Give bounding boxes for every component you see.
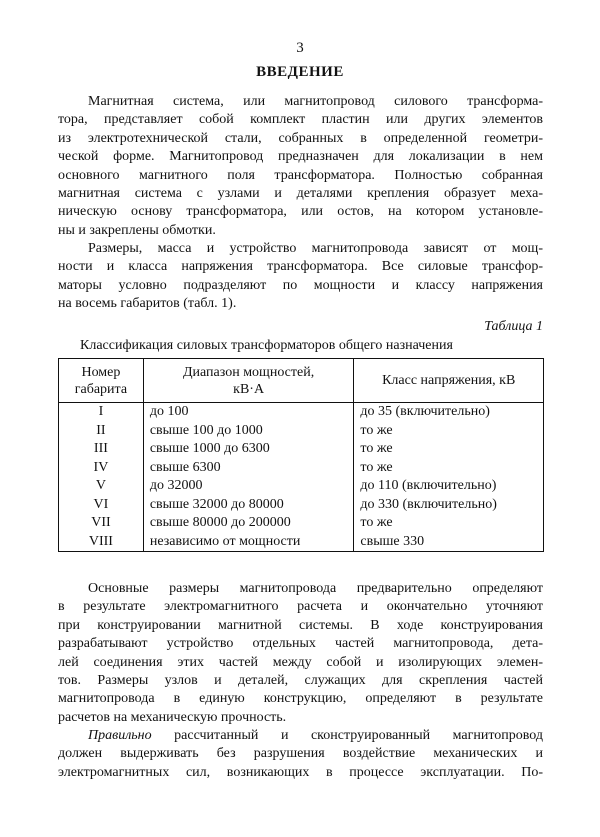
cell-size-number: III [59,440,144,459]
text-line: из электротехнической стали, собранных в определенной геометри- [58,130,543,146]
cell-power-range: до 100 [143,403,354,422]
cell-power-range: свыше 6300 [143,459,354,478]
cell-voltage-class: до 330 (включительно) [354,496,544,515]
text-line: Основные размеры магнитопровода предварительно определяют [88,581,543,596]
table-row [59,533,544,552]
text-line: лей соединения этих частей между собой и изолирующих элемен- [58,654,543,670]
classification-table [58,358,544,552]
cell-size-number: VI [59,496,144,515]
table-caption: Классификация силовых трансформаторов общего назначения [80,338,453,353]
cell-power-range: свыше 1000 до 6300 [143,440,354,459]
table-row [59,440,544,459]
text-line: электромагнитных сил, возникающих в процессе эксплуатации. По- [58,764,543,780]
cell-voltage-class: свыше 330 [354,533,544,552]
text-line: ническую основу трансформатора, или остов, на котором установле- [58,204,543,220]
cell-power-range: свыше 100 до 1000 [143,422,354,441]
paragraph-dimensions [58,240,543,314]
cell-power-range: свыше 32000 до 80000 [143,496,354,515]
header-power-range: Диапазон мощностей, кВ·А [143,359,354,403]
cell-voltage-class: до 35 (включительно) [354,403,544,422]
cell-size-number: IV [59,459,144,478]
text-line: ности и класса напряжения трансформатора. Все силовые трансфор- [58,259,543,275]
text-line: основного магнитного поля трансформатора. Полностью собранная [58,167,543,183]
text-line: ческой форме. Магнитопровод предназначен для локализации в нем [58,149,543,165]
table-row [59,403,544,422]
page-number: 3 [296,40,304,56]
header-voltage-class: Класс напряжения, кВ [354,359,544,403]
text-line: на восемь габаритов (табл. 1). [58,296,237,312]
cell-power-range: независимо от мощности [143,533,354,552]
table-row [59,496,544,515]
text-line: магнитная система с узлами и деталями крепления образует меха- [58,186,543,202]
paragraph-introduction [58,93,543,240]
cell-power-range: свыше 80000 до 200000 [143,514,354,533]
table-row [59,514,544,533]
cell-size-number: I [59,403,144,422]
cell-size-number: VII [59,514,144,533]
table-row [59,422,544,441]
text-line: Размеры, масса и устройство магнитопровода зависят от мощ- [88,241,543,256]
text-line: расчетов на механическую прочность. [58,709,287,725]
cell-voltage-class: до 110 (включительно) [354,477,544,496]
table-row [59,459,544,478]
table-row [59,477,544,496]
text-line: магнитопровода в единую конструкцию, определяют в результате [58,691,543,707]
cell-voltage-class: то же [354,514,544,533]
cell-size-number: VIII [59,533,144,552]
cell-voltage-class: то же [354,440,544,459]
cell-size-number: V [59,477,144,496]
text-line: в результате электромагнитного расчета и окончательно уточняют [58,599,543,615]
table-header-row [59,359,544,403]
paragraph-design [58,580,543,727]
text-line: тов. Размеры узлов и деталей, служащих для скрепления частей [58,673,543,689]
text-line: должен выдерживать без разрушения воздействие механических и [58,746,543,762]
page-title: ВВЕДЕНИЕ [256,64,344,80]
text-line: маторы условно подразделяют по мощности и классу напряжения [58,277,543,293]
text-line: разрабатывают устройство отдельных частей магнитопровода, дета- [58,636,543,652]
text-line: Правильно рассчитанный и сконструированный магнитопровод [88,728,543,743]
text-line: при конструировании магнитной системы. В ходе конструирования [58,617,543,633]
italic-term: Правильно [88,728,152,743]
text-line: Магнитная система, или магнитопровод силового трансформа- [88,94,543,109]
text-line: ны и закреплены обмотки. [58,222,216,238]
text-line: тора, представляет собой комплект пластин или других элементов [58,112,543,128]
cell-voltage-class: то же [354,459,544,478]
table-label: Таблица 1 [484,319,543,334]
header-size-number: Номер габарита [59,359,144,403]
cell-power-range: до 32000 [143,477,354,496]
cell-voltage-class: то же [354,422,544,441]
cell-size-number: II [59,422,144,441]
paragraph-requirements [58,727,543,782]
